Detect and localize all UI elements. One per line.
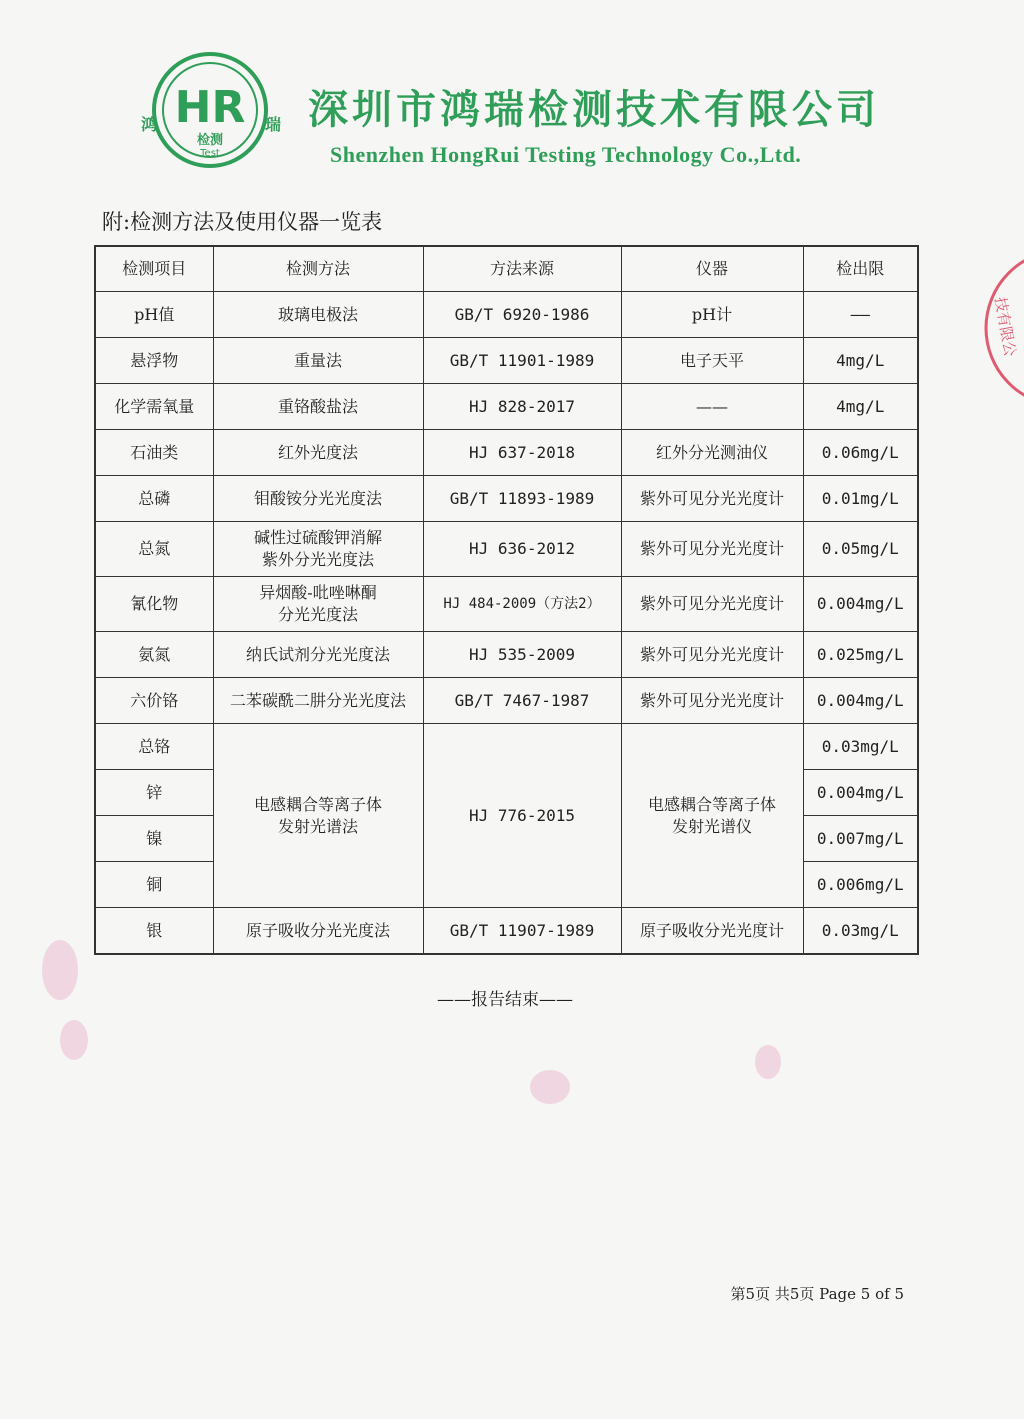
- cell-instrument: ——: [621, 384, 803, 430]
- cell-source: GB/T 11907-1989: [423, 908, 621, 955]
- method-line: 紫外分光光度法: [261, 550, 374, 569]
- header-source: 方法来源: [423, 246, 621, 292]
- table-row: [95, 908, 918, 955]
- cell-source: HJ 535-2009: [423, 632, 621, 678]
- table-row: [95, 430, 918, 476]
- cell-method: 重铬酸盐法: [213, 384, 423, 430]
- header-item: 检测项目: [95, 246, 213, 292]
- report-end-note: ——报告结束——: [437, 990, 573, 1010]
- cell-method: 钼酸铵分光光度法: [213, 476, 423, 522]
- cell-item: 悬浮物: [95, 338, 213, 384]
- table-header-row: [95, 246, 918, 292]
- cell-source: GB/T 6920-1986: [423, 292, 621, 338]
- cell-item: 总磷: [95, 476, 213, 522]
- logo-sub-cn: 检测: [196, 133, 224, 148]
- report-header: [0, 0, 1024, 200]
- cell-limit: 0.006mg/L: [803, 862, 918, 908]
- table-row: [95, 724, 918, 770]
- logo-sub-en: Test: [200, 148, 220, 159]
- logo-right-char: 瑞: [264, 115, 282, 134]
- cell-instrument: 电子天平: [621, 338, 803, 384]
- cell-limit: 0.004mg/L: [803, 678, 918, 724]
- logo-hr-text: HR: [174, 82, 246, 133]
- method-line: 发射光谱法: [277, 816, 358, 836]
- cell-instrument: 红外分光测油仪: [621, 430, 803, 476]
- cell-limit: 0.03mg/L: [803, 724, 918, 770]
- cell-source-merged: HJ 776-2015: [423, 724, 621, 908]
- instrument-line: 发射光谱仪: [671, 816, 752, 836]
- cell-limit: 0.007mg/L: [803, 816, 918, 862]
- company-name-en: Shenzhen HongRui Testing Technology Co.,Ltd.: [330, 142, 802, 167]
- cell-limit: 0.004mg/L: [803, 577, 918, 632]
- cell-source: HJ 484-2009（方法2）: [423, 577, 621, 632]
- cell-instrument: 紫外可见分光光度计: [621, 632, 803, 678]
- cell-method: [213, 577, 423, 632]
- cell-limit: 4mg/L: [803, 338, 918, 384]
- cell-source: GB/T 7467-1987: [423, 678, 621, 724]
- table-row: [95, 577, 918, 632]
- cell-instrument: 紫外可见分光光度计: [621, 678, 803, 724]
- cell-limit: 0.01mg/L: [803, 476, 918, 522]
- cell-source: HJ 637-2018: [423, 430, 621, 476]
- cell-limit: 0.03mg/L: [803, 908, 918, 955]
- cell-item: 镍: [95, 816, 213, 862]
- cell-item: 石油类: [95, 430, 213, 476]
- cell-limit: 0.025mg/L: [803, 632, 918, 678]
- table-row: [95, 632, 918, 678]
- method-line: 分光光度法: [277, 605, 358, 624]
- ink-smudge: [60, 1020, 88, 1060]
- cell-source: GB/T 11901-1989: [423, 338, 621, 384]
- cell-limit: 0.06mg/L: [803, 430, 918, 476]
- cell-method: 红外光度法: [213, 430, 423, 476]
- ink-smudge: [42, 940, 78, 1000]
- cell-item: 氨氮: [95, 632, 213, 678]
- cell-item: 铜: [95, 862, 213, 908]
- cell-item: 氰化物: [95, 577, 213, 632]
- cell-instrument: pH计: [621, 292, 803, 338]
- header-instrument: 仪器: [621, 246, 803, 292]
- company-seal-edge: [969, 248, 1024, 408]
- page-number: 第5页 共5页 Page 5 of 5: [730, 1285, 904, 1303]
- cell-limit: 4mg/L: [803, 384, 918, 430]
- instrument-line: 电感耦合等离子体: [647, 794, 776, 814]
- ink-smudge: [530, 1070, 570, 1104]
- cell-instrument: 原子吸收分光光度计: [621, 908, 803, 955]
- cell-source: HJ 828-2017: [423, 384, 621, 430]
- cell-item: 总铬: [95, 724, 213, 770]
- cell-instrument: 紫外可见分光光度计: [621, 476, 803, 522]
- cell-item: 化学需氧量: [95, 384, 213, 430]
- company-name-cn: 深圳市鸿瑞检测技术有限公司: [308, 87, 880, 133]
- cell-limit: ——: [803, 292, 918, 338]
- methods-table: [94, 245, 919, 955]
- seal-edge-text: 技有限公: [991, 295, 1020, 358]
- method-line: 异烟酸-吡唑啉酮: [259, 583, 377, 602]
- table-row: [95, 678, 918, 724]
- table-row: [95, 476, 918, 522]
- cell-source: GB/T 11893-1989: [423, 476, 621, 522]
- cell-item: 六价铬: [95, 678, 213, 724]
- method-line: 电感耦合等离子体: [253, 794, 382, 814]
- cell-item: 银: [95, 908, 213, 955]
- table-row: [95, 292, 918, 338]
- cell-limit: 0.004mg/L: [803, 770, 918, 816]
- header-limit: 检出限: [803, 246, 918, 292]
- cell-item: 总氮: [95, 522, 213, 577]
- cell-item: 锌: [95, 770, 213, 816]
- cell-method: 二苯碳酰二肼分光光度法: [213, 678, 423, 724]
- cell-method-merged: [213, 724, 423, 908]
- cell-method: [213, 522, 423, 577]
- table-row: [95, 338, 918, 384]
- logo-left-char: 鸿: [140, 115, 158, 134]
- cell-instrument-merged: [621, 724, 803, 908]
- cell-instrument: 紫外可见分光光度计: [621, 577, 803, 632]
- header-method: 检测方法: [213, 246, 423, 292]
- hongrui-logo: [135, 52, 285, 177]
- ink-smudge: [755, 1045, 781, 1079]
- cell-method: 纳氏试剂分光光度法: [213, 632, 423, 678]
- table-row: [95, 522, 918, 577]
- cell-limit: 0.05mg/L: [803, 522, 918, 577]
- cell-source: HJ 636-2012: [423, 522, 621, 577]
- cell-method: 玻璃电极法: [213, 292, 423, 338]
- cell-method: 原子吸收分光光度法: [213, 908, 423, 955]
- cell-instrument: 紫外可见分光光度计: [621, 522, 803, 577]
- appendix-title: 附:检测方法及使用仪器一览表: [102, 210, 383, 234]
- cell-item: pH值: [95, 292, 213, 338]
- cell-method: 重量法: [213, 338, 423, 384]
- method-line: 碱性过硫酸钾消解: [253, 528, 382, 547]
- table-row: [95, 384, 918, 430]
